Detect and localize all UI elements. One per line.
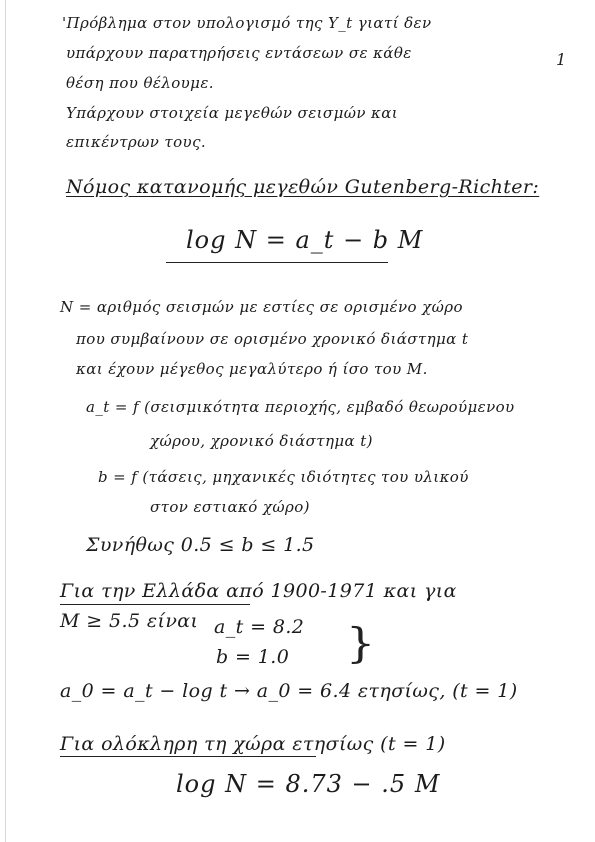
main-formula: log N = a_t − b M: [186, 226, 424, 254]
greece-condition: M ≥ 5.5 είναι: [60, 610, 199, 632]
law-title: Νόμος κατανομής μεγεθών Gutenberg-Richter:: [66, 176, 540, 198]
definition-at-line-2: χώρου, χρονικό διάστημα t): [150, 432, 373, 450]
greece-header: Για την Ελλάδα από 1900-1971 και για: [60, 580, 457, 602]
intro-line-1: 'Πρόβλημα στον υπολογισμό της Y_t γιατί δεν: [62, 14, 432, 32]
definition-b-line-1: b = f (τάσεις, μηχανικές ιδιότητες του υλικού: [98, 468, 469, 486]
page-edge-line: [5, 0, 6, 842]
right-brace: }: [346, 618, 376, 668]
intro-line-4: Υπάρχουν στοιχεία μεγεθών σεισμών και: [66, 104, 399, 122]
definition-line-2: που συμβαίνουν σε ορισμένο χρονικό διάστημα t: [76, 330, 469, 348]
intro-line-2: υπάρχουν παρατηρήσεις εντάσεων σε κάθε: [66, 44, 412, 62]
a0-relation: a_0 = a_t − log t → a_0 = 6.4 ετησίως, (t = 1): [60, 680, 518, 702]
greece-b-value: b = 1.0: [216, 646, 290, 668]
intro-line-3: θέση που θέλουμε.: [66, 74, 214, 92]
greece-header-underline: [60, 604, 250, 605]
definition-line-1: N = αριθμός σεισμών με εστίες σε ορισμένο χώρο: [60, 298, 463, 316]
whole-greece-header: Για ολόκληρη τη χώρα ετησίως (t = 1): [60, 733, 446, 755]
page-number: 1: [556, 50, 567, 69]
greece-at-value: a_t = 8.2: [214, 616, 305, 638]
definition-at-line-1: a_t = f (σεισμικότητα περιοχής, εμβαδό θεωρούμενου: [86, 398, 515, 416]
intro-line-5: επικέντρων τους.: [66, 133, 207, 151]
usual-range: Συνήθως 0.5 ≤ b ≤ 1.5: [86, 534, 315, 556]
formula-underline: [166, 262, 388, 263]
definition-b-line-2: στον εστιακό χώρο): [150, 498, 310, 516]
definition-line-3: και έχουν μέγεθος μεγαλύτερο ή ίσο του M.: [76, 360, 428, 378]
whole-greece-underline: [60, 756, 316, 757]
final-formula: log N = 8.73 − .5 M: [176, 770, 441, 798]
